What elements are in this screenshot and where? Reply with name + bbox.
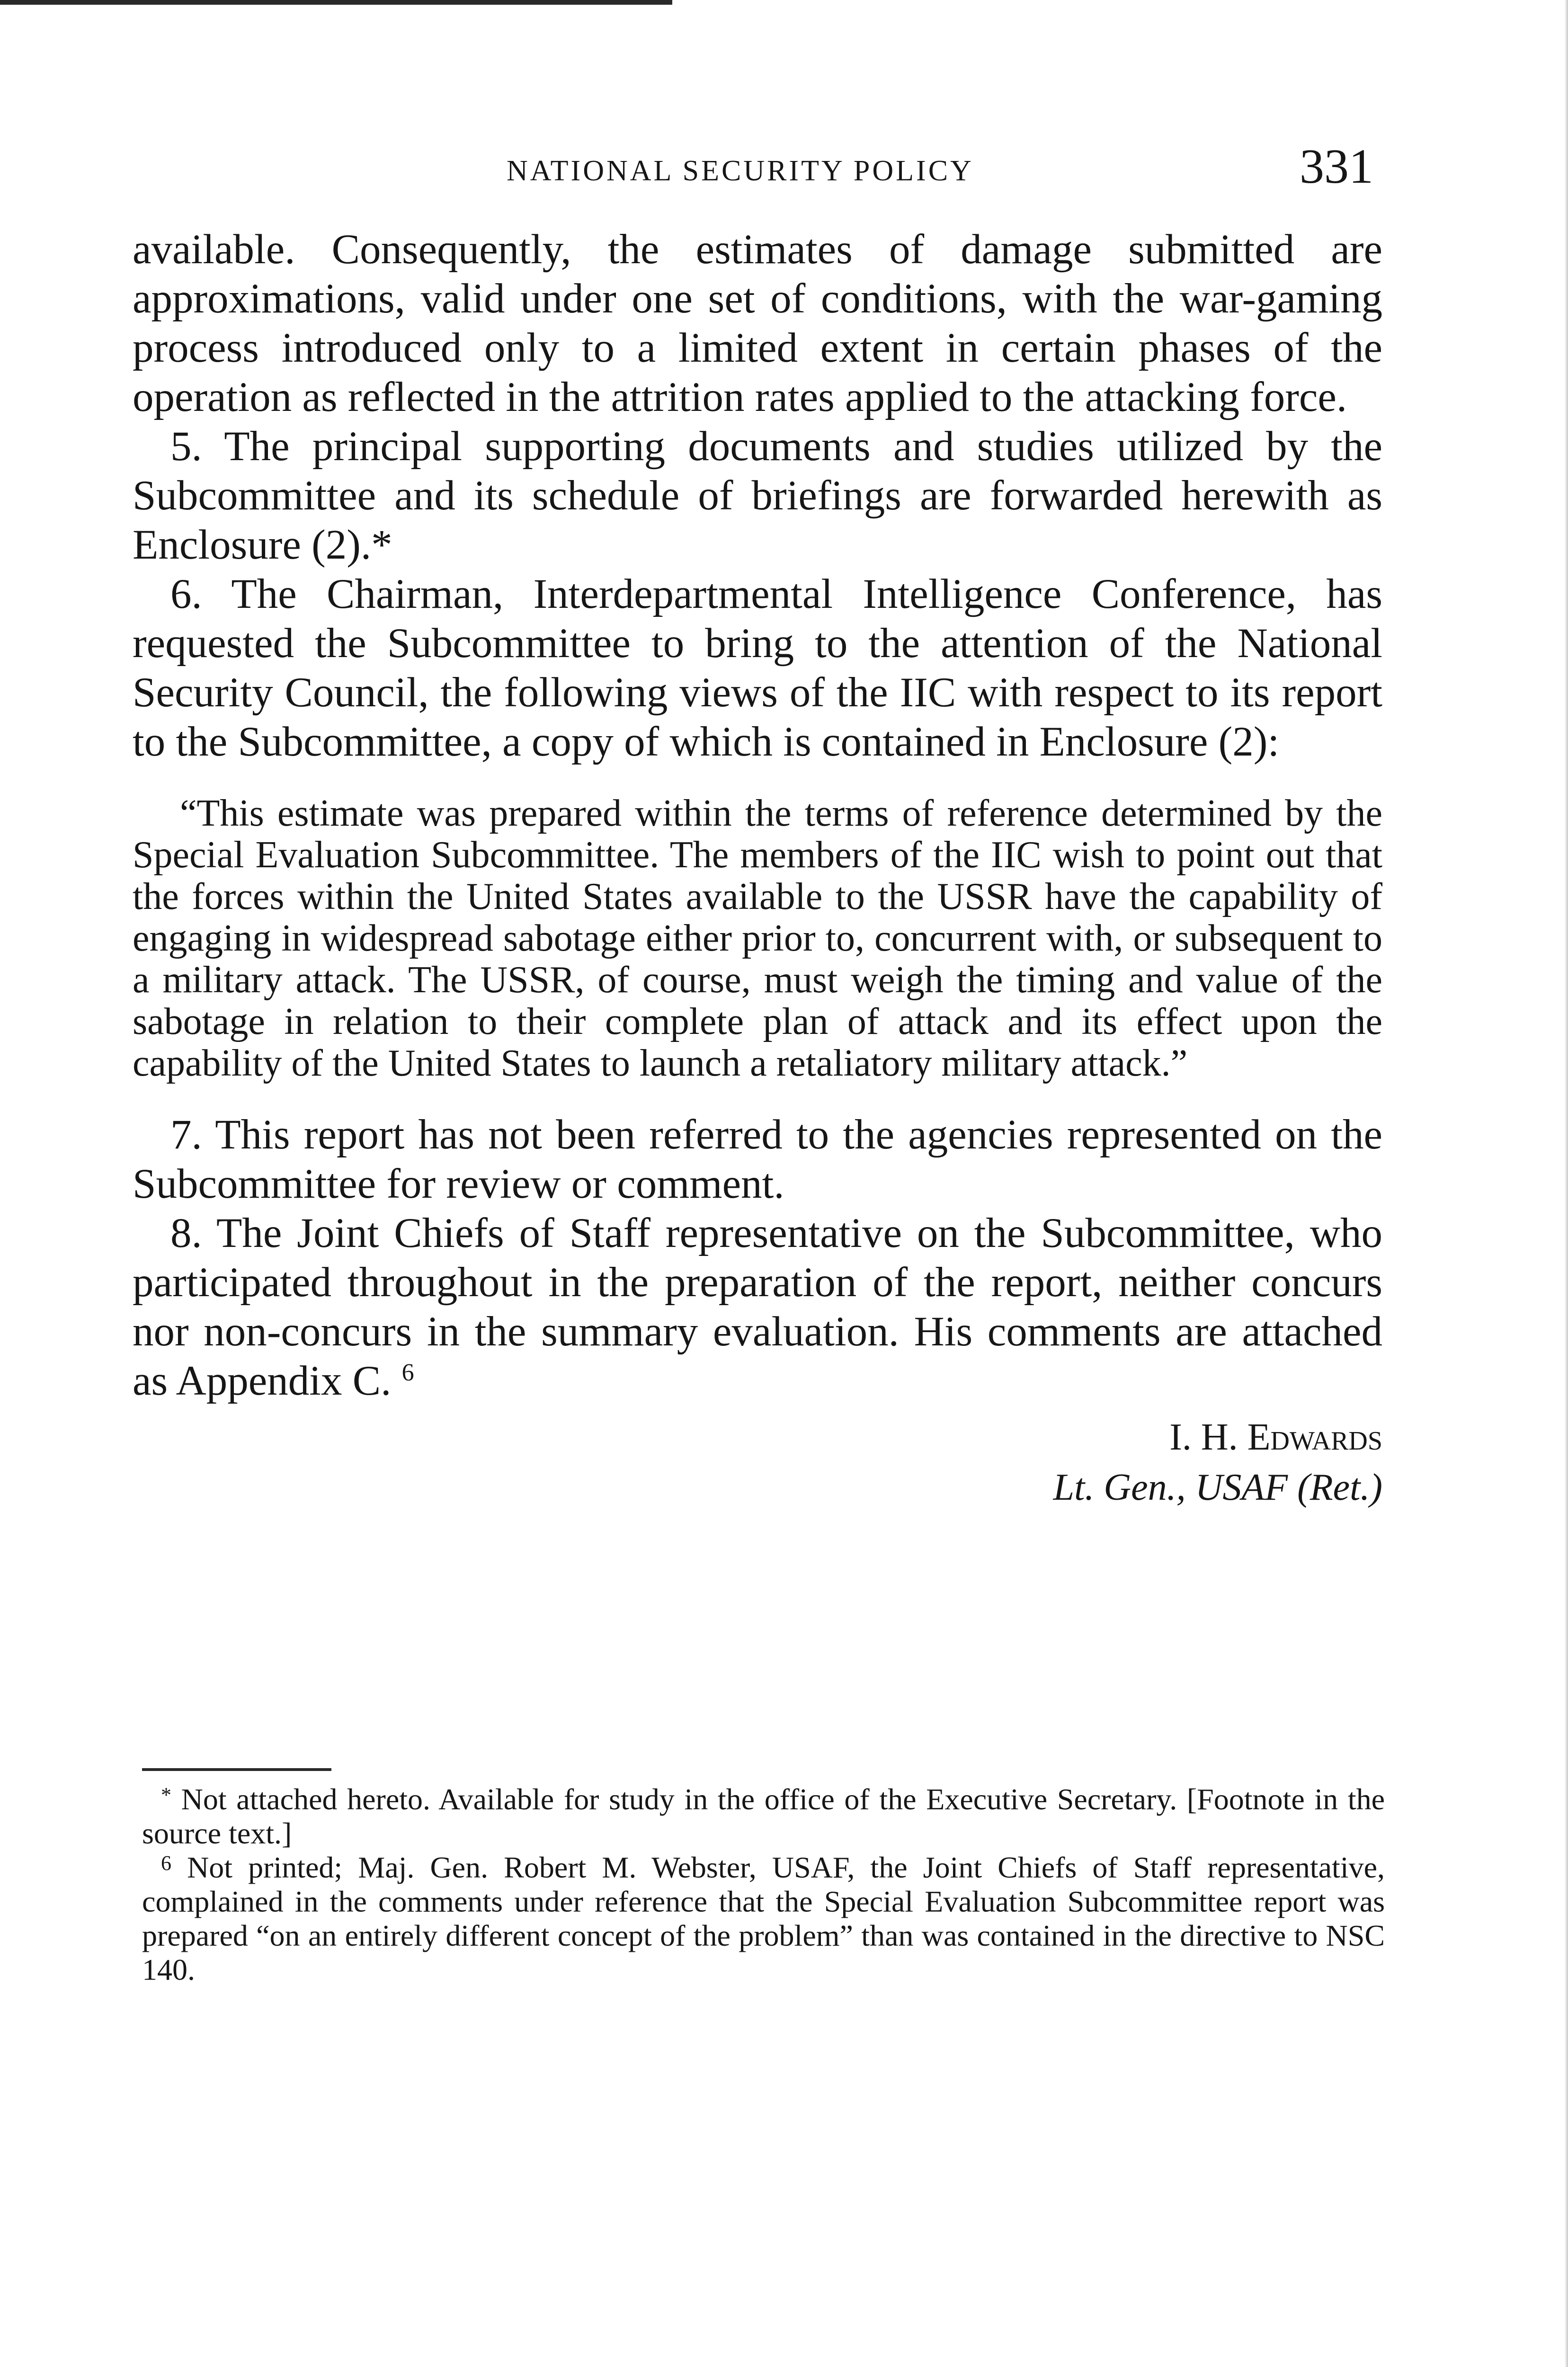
running-head: NATIONAL SECURITY POLICY xyxy=(507,155,974,187)
paragraph-6: 6. The Chairman, Interdepartmental Intelligence Conference, has requested the Subcommittee to bring to the attention of the National Security Council, the following views of the IIC with respect to its report to the Subcommittee, a copy of which is contained in Enclosure (2): xyxy=(133,571,1382,765)
paragraph-8-text: 8. The Joint Chiefs of Staff representative on the Subcommittee, who participated throughout in the preparation of the report, neither concurs nor non-concurs in the summary evaluation. His comments are attached as Appendix C. xyxy=(133,1210,1382,1404)
page-edge-shadow xyxy=(1565,0,1568,2367)
body-text xyxy=(133,225,1382,1513)
footnote-text: Not attached hereto. Available for study in the office of the Executive Secretary. [Footnote in the source text.] xyxy=(142,1782,1385,1850)
paragraph-continuation: available. Consequently, the estimates of damage submitted are approximations, valid under one set of conditions, with the war-gaming process introduced only to a limited extent in certain phases of the operation as reflected in the attrition rates applied to the attacking force. xyxy=(133,226,1382,420)
block-quote: “This estimate was prepared within the terms of reference determined by the Special Evaluation Subcommittee. The members of the IIC wish to point out that the forces within the United States available to the USSR have the capability of engaging in widespread sabotage either prior to, concurrent with, or subsequent to a military attack. The USSR, of course, must weigh the timing and value of the sabotage in relation to their complete plan of attack and its effect upon the capability of the United States to launch a retaliatory military attack.” xyxy=(133,792,1382,1084)
footnote-rule xyxy=(142,1768,331,1771)
footnotes xyxy=(142,1782,1385,1987)
footnote-mark: * xyxy=(161,1783,171,1806)
signature-title: Lt. Gen., USAF (Ret.) xyxy=(1053,1467,1382,1508)
paragraph-7: 7. This report has not been referred to the agencies represented on the Subcommittee for review or comment. xyxy=(133,1112,1382,1207)
top-edge-rule xyxy=(0,0,672,5)
paragraph-8 xyxy=(133,1209,1382,1406)
footnote-asterisk xyxy=(142,1782,1385,1851)
signature-name: I. H. Edwards xyxy=(1169,1416,1382,1458)
paragraph-5: 5. The principal supporting documents and studies utilized by the Subcommittee and its schedule of briefings are forwarded herewith as Enclosure (2).* xyxy=(133,423,1382,568)
footnote-ref-6: 6 xyxy=(401,1359,414,1386)
footnote-text: Not printed; Maj. Gen. Robert M. Webster, USAF, the Joint Chiefs of Staff representative, complained in the comments under reference that the Special Evaluation Subcommittee report was prepared “on an entirely different concept of the problem” than was contained in the directive to NSC 140. xyxy=(142,1851,1385,1986)
signature-block xyxy=(133,1412,1382,1513)
page-number: 331 xyxy=(1300,139,1373,194)
footnote-6 xyxy=(142,1851,1385,1987)
footnote-mark: 6 xyxy=(161,1851,171,1875)
